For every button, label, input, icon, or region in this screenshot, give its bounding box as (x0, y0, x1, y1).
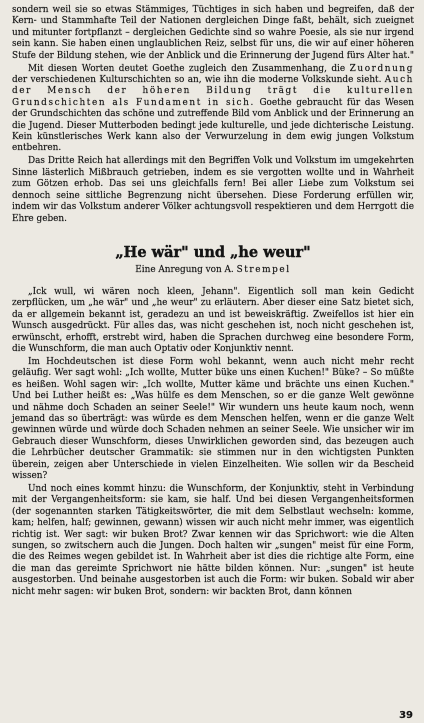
paragraph-zuordnung-text-e: Goethe gebraucht für das Wesen der Grundschichten das schöne und zutreffende Bild vom Anblick und der Erinnerung an die Jugend. Dieser Mutterboden bedingt jede kulturelle, und jede dichterische Leistung. Kein künstlerisches Werk kann also der Verwurzelung in dem ewig jungen Volkstum entbehren. (12, 97, 415, 154)
article-title: „He wär" und „he weur" (115, 243, 311, 261)
emphasis-bildung-sentence: Auch der Mensch der höheren Bildung trägt die kulturellen Grundschichten als Fundament in sich. (12, 75, 414, 108)
paragraph-drittes-reich: Das Dritte Reich hat allerdings mit den Begriffen Volk und Volkstum im umgekehrten Sinne lästerlich Mißbrauch getrieben, indem es sie vergotten wollte und in Wahrheit zum Götzen erhob. Das sei uns gleichfalls fern! Bei aller Liebe zum Volkstum sei dennoch seine sittliche Begrenzung nicht übersehen. Diese Forderung erfüllen wir, indem wir das Volkstum anderer Völker achtungsvoll respektieren und dem Herrgott die Ehre geben. (12, 156, 414, 224)
article-subtitle (12, 265, 414, 276)
paragraph-zuordnung-text-a: Mit diesen Worten deutet Goethe zugleich den Zusammenhang, die (28, 63, 350, 74)
author-name: Strempel (236, 264, 291, 275)
emphasis-zuordnung: Zuordnung (349, 63, 414, 74)
paragraph-goethe-quote-end: sondern weil sie so etwas Stämmiges, Tüchtiges in sich haben und begreifen, daß der Kern- und Stammhafte Teil der Nationen dergleichen Dinge faßt, behält, sich zueignet und mitunter fortpflanzt – dergleichen Gedichte sind so wahre Poesie, als sie nur irgend sein kann. Sie haben einen unglaublichen Reiz, selbst für uns, die wir auf einer höheren Stufe der Bildung stehen, wie der Anblick und die Erinnerung der Jugend fürs Alter hat." (12, 5, 414, 61)
paragraph-vergangenheitsform: Und noch eines kommt hinzu: die Wunschform, der Konjunktiv, steht in Verbindung mit der Vergangenheitsform: sie kam, sie half. Und bei diesen Vergangenheitsformen (der sogenannten starken Tätigkeitswörter, die mit dem Selbstlaut wechseln: komme, kam; helfen, half; gewinnen, gewann) wissen wir auch nicht mehr immer, was eigentlich richtig ist. Wer sagt: wir buken Brot? Zwar kennen wir das Sprichwort: wie die Alten sungen, so zwitschern auch die Jungen. Doch halten wir „sungen" meist für eine Form, die des Reimes wegen gebildet ist. In Wahrheit aber ist dies die richtige alte Form, eine die man das gereimte Sprichwort nie hätte bilden können. Nur: „sungen" ist heute ausgestorben. Und beinahe ausgestorben ist auch die Form: wir buken. Sobald wir aber nicht mehr sagen: wir buken Brot, sondern: wir backten Brot, dann können (12, 484, 414, 597)
subtitle-text: Eine Anregung von A. (135, 264, 237, 275)
paragraph-wunschform-intro: „Ick wull, wi wären noch kleen, Jehann". Eigentlich soll man kein Gedicht zerpflücken, um „he wär" und „he weur" zu erläutern. Aber dieser eine Satz bietet sich, da er allgemein bekannt ist, geradezu an und ist beweiskräftig. Zweifellos ist hier ein Wunsch ausgedrückt. Für alles das, was nicht geschehen ist, noch nicht geschehen ist, erwünscht, erhofft, erstrebt wird, haben die Sprachen durchweg eine besondere Form, die Wunschform, die man auch Optativ oder Konjunktiv nennt. (12, 286, 414, 354)
page-number: 39 (399, 709, 413, 721)
paragraph-zuordnung-text-c: der verschiedenen Kulturschichten so an, wie ihn die moderne Volkskunde sieht. (12, 75, 385, 86)
paragraph-hochdeutsch: Im Hochdeutschen ist diese Form wohl bekannt, wenn auch nicht mehr recht geläufig. Wer sagt wohl: „Ich wollte, Mutter büke uns einen Kuchen!" Büke? – So müßte es heißen. Wohl sagen wir: „Ich wollte, Mutter käme und brächte uns einen Kuchen." Und bei Luther heißt es: „Was hülfe es dem Menschen, so er die ganze Welt gewönne und nähme doch Schaden an seiner Seele!" Wir wundern uns heute kaum noch, wenn jemand das so überträgt: was würde es dem Menschen helfen, wenn er die ganze Welt gewinnen würde und würde doch Schaden nehmen an seiner Seele. Wie unsicher wir im Gebrauch dieser Wunschform, dieses Unwirklichen geworden sind, das bezeugen auch die Lehrbücher deutscher Grammatik: sie stimmen nur in den wichtigsten Punkten überein, zeigen aber Unterschiede in vielen Einzelheiten. Wie sollen wir da Bescheid wissen? (12, 356, 414, 481)
paragraph-zuordnung (12, 64, 414, 155)
